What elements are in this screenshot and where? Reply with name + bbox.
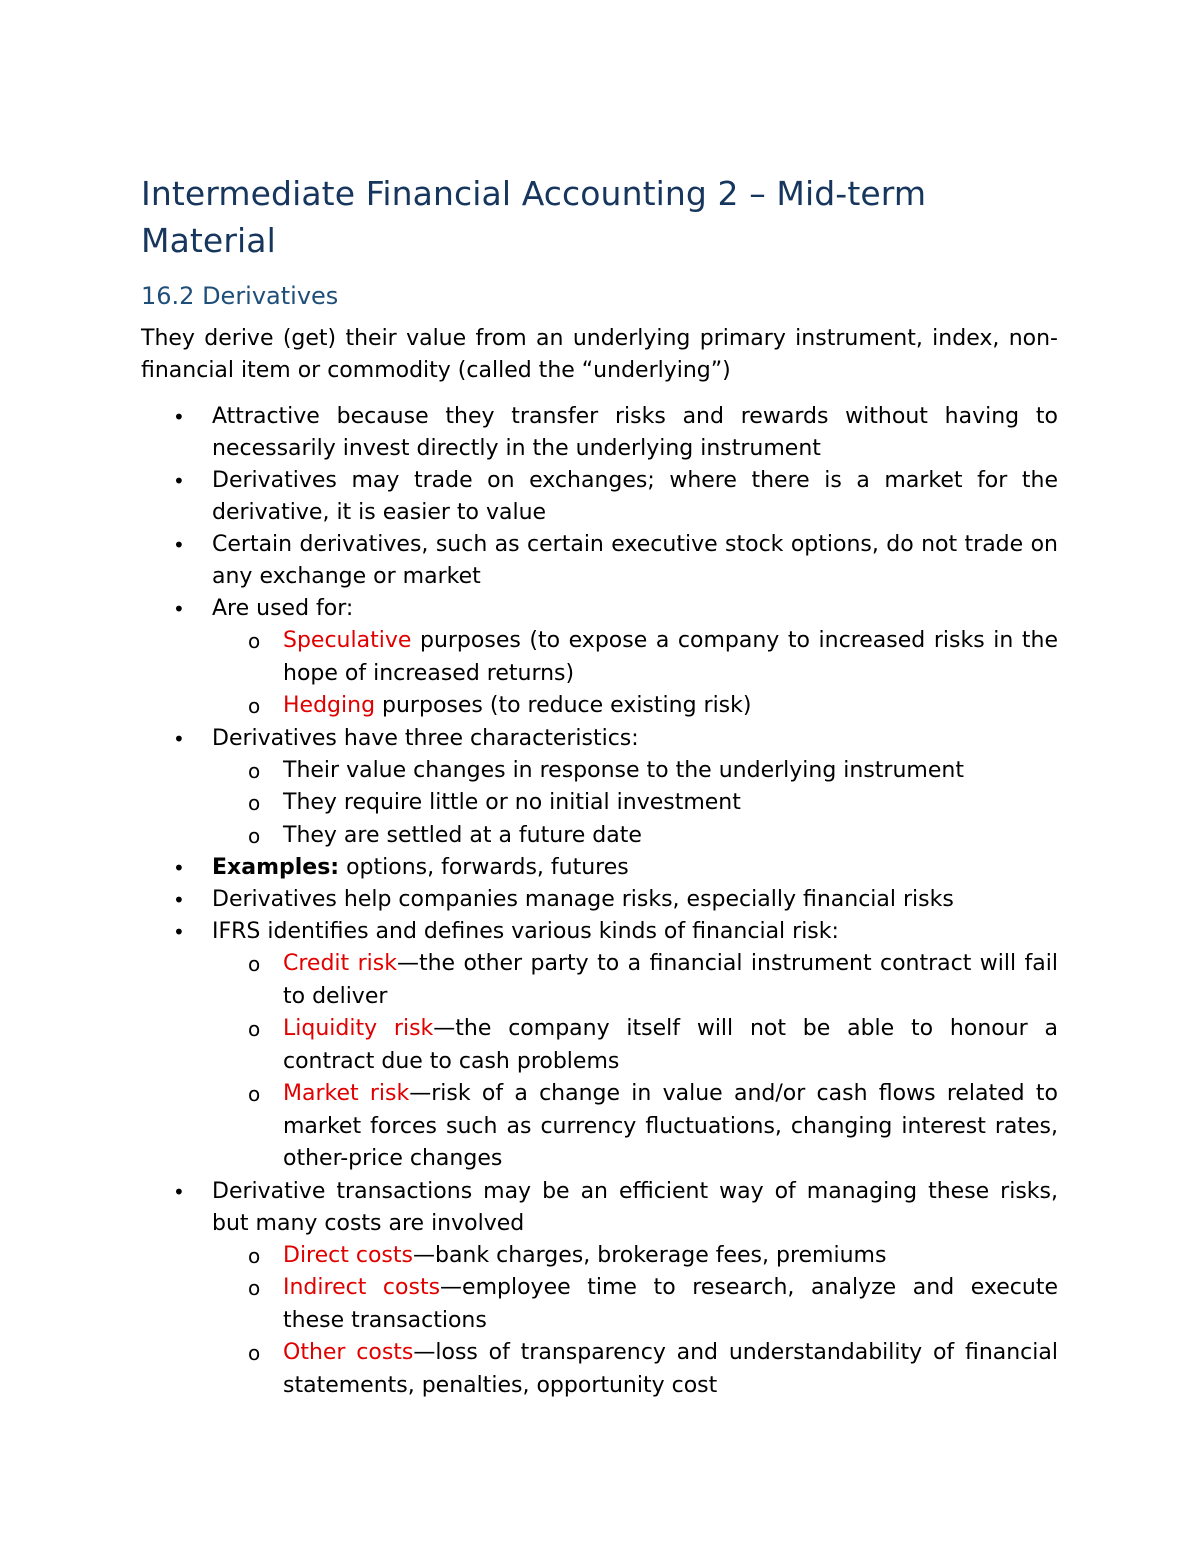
list-item: [141, 723, 1058, 853]
sub-list-item: [141, 1013, 1058, 1078]
bullet-icon: •: [173, 469, 185, 493]
sub-list-item: [141, 948, 1058, 1013]
sub-item-text: They are settled at a future date: [283, 822, 642, 848]
sub-list-item: [141, 1272, 1058, 1337]
sub-bullet-icon: o: [248, 629, 261, 653]
sub-item-text: —risk of a change in value and/or cash flows related to market forces such as currency fluctuations, changing interest rates, other-price changes: [283, 1081, 1058, 1171]
sub-bullet-icon: o: [248, 952, 261, 976]
sub-bullet-icon: o: [248, 1276, 261, 1300]
sub-bullet-icon: o: [248, 791, 261, 815]
sub-list-item: [141, 1078, 1058, 1176]
highlight-term: Credit risk: [283, 951, 397, 976]
bullet-icon: •: [173, 597, 185, 621]
sub-bullet-icon: o: [248, 1082, 261, 1106]
sub-list-item: [141, 1240, 1058, 1273]
list-item: [141, 529, 1058, 593]
list-item: [141, 401, 1058, 465]
document-title: Intermediate Financial Accounting 2 – Mid-term Material: [141, 174, 927, 260]
bullet-icon: •: [173, 1179, 185, 1204]
sub-item-text: purposes (to reduce existing risk): [375, 693, 752, 718]
sub-bullet-icon: o: [248, 1243, 261, 1268]
sub-list-item: [141, 625, 1058, 690]
sub-item-text: —the other party to a financial instrument contract will fail to deliver: [283, 951, 1058, 1009]
list-item-text: options, forwards, futures: [339, 855, 629, 880]
sub-bullet-icon: o: [248, 758, 261, 783]
sub-list: [212, 948, 1058, 1176]
sub-list-item: [141, 1337, 1058, 1402]
sub-item-text: Their value changes in response to the underlying instrument: [283, 757, 964, 783]
sub-bullet-icon: o: [248, 823, 261, 848]
sub-list-item: [141, 755, 1058, 788]
highlight-term: Liquidity risk: [283, 1016, 434, 1041]
list-item-text: IFRS identifies and defines various kinds of financial risk:: [212, 919, 839, 944]
sub-list: [212, 1240, 1058, 1403]
list-item: [141, 884, 1058, 916]
sub-item-text: —employee time to research, analyze and execute these transactions: [283, 1275, 1058, 1333]
sub-list: [212, 625, 1058, 723]
list-item-text: Derivatives have three characteristics:: [212, 725, 639, 751]
highlight-term: Speculative: [283, 628, 412, 653]
sub-bullet-icon: o: [248, 1017, 261, 1041]
highlight-term: Other costs: [283, 1340, 414, 1365]
bullet-icon: •: [173, 856, 185, 880]
sub-list-item: [141, 690, 1058, 723]
list-item: [141, 593, 1058, 723]
sub-item-text: They require little or no initial investment: [283, 790, 741, 815]
sub-bullet-icon: o: [248, 1341, 261, 1365]
list-item-text: Certain derivatives, such as certain executive stock options, do not trade on any exchange or market: [212, 532, 1058, 589]
section-heading: 16.2 Derivatives: [141, 282, 339, 310]
bullet-icon: •: [173, 888, 185, 912]
sub-item-text: —the company itself will not be able to honour a contract due to cash problems: [283, 1016, 1058, 1074]
list-item-text: Derivatives help companies manage risks, especially financial risks: [212, 887, 954, 912]
list-item-text: Derivatives may trade on exchanges; where there is a market for the derivative, it is easier to value: [212, 468, 1058, 525]
intro-paragraph: They derive (get) their value from an underlying primary instrument, index, non-financial item or commodity (called the “underlying”): [141, 326, 1058, 383]
highlight-term: Indirect costs: [283, 1275, 441, 1300]
bold-label: Examples:: [212, 855, 340, 880]
bullet-icon: •: [173, 920, 185, 944]
bullet-list: [141, 401, 1058, 1402]
bullet-icon: •: [173, 726, 185, 751]
sub-item-text: purposes (to expose a company to increased risks in the hope of increased returns): [283, 628, 1058, 686]
bullet-icon: •: [173, 533, 185, 557]
list-item-text: Derivative transactions may be an efficient way of managing these risks, but many costs are involved: [212, 1178, 1058, 1236]
bullet-icon: •: [173, 405, 185, 429]
list-item: [141, 465, 1058, 529]
list-item: [141, 852, 1058, 884]
list-item: [141, 916, 1058, 1176]
sub-item-text: —loss of transparency and understandability of financial statements, penalties, opportunity cost: [283, 1340, 1058, 1398]
sub-list-item: [141, 787, 1058, 820]
sub-list: [212, 755, 1058, 853]
document-page: [141, 170, 1058, 1402]
highlight-term: Direct costs: [283, 1242, 413, 1268]
list-item-text: Are used for:: [212, 596, 354, 621]
highlight-term: Market risk: [283, 1081, 410, 1106]
highlight-term: Hedging: [283, 693, 376, 718]
sub-list-item: [141, 820, 1058, 853]
sub-bullet-icon: o: [248, 694, 261, 718]
list-item: [141, 1176, 1058, 1403]
list-item-text: Attractive because they transfer risks and rewards without having to necessarily invest directly in the underlying instrument: [212, 404, 1058, 461]
sub-item-text: —bank charges, brokerage fees, premiums: [412, 1242, 887, 1268]
